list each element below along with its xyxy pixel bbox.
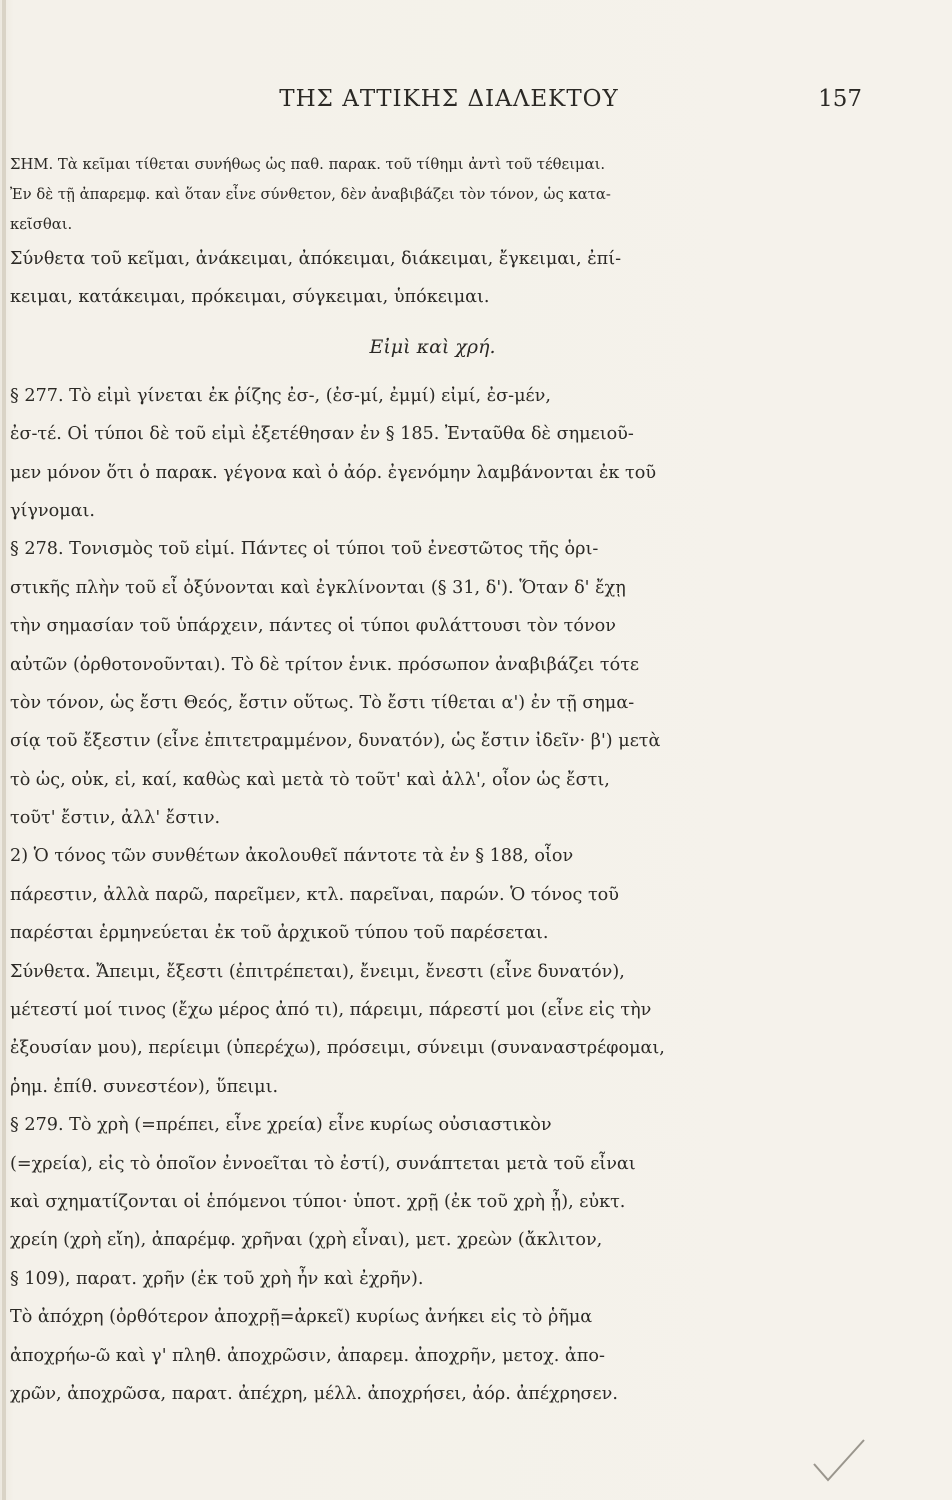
text-line: § 278. Τονισμὸς τοῦ εἰμί. Πάντες οἱ τύποι τοῦ ἐνεστῶτος τῆς ὁρι- <box>10 539 599 560</box>
text-line: ῥημ. ἐπίθ. συνεστέον), ὕπειμι. <box>10 1076 279 1097</box>
section-heading: Εἰμὶ καὶ χρή. <box>369 335 496 358</box>
text-line: ἐσ-τέ. Οἱ τύποι δὲ τοῦ εἰμὶ ἐξετέθησαν ἐν § 185. Ἐνταῦθα δὲ σημειοῦ- <box>10 424 634 445</box>
text-line: αὐτῶν (ὀρθοτονοῦνται). Τὸ δὲ τρίτον ἑνικ. πρόσωπον ἀναβιβάζει τότε <box>10 654 640 675</box>
handwritten-checkmark-icon <box>808 1436 868 1486</box>
text-line: § 279. Τὸ χρὴ (=πρέπει, εἶνε χρεία) εἶνε κυρίως οὐσιαστικὸν <box>10 1115 552 1136</box>
text-line: (=χρεία), εἰς τὸ ὁποῖον ἐννοεῖται τὸ ἐστί), συνάπτεται μετὰ τοῦ εἶναι <box>10 1153 636 1174</box>
text-line: παρέσται ἑρμηνεύεται ἐκ τοῦ ἀρχικοῦ τύπου τοῦ παρέσεται. <box>10 923 549 944</box>
text-line: Σύνθετα τοῦ κεῖμαι, ἀνάκειμαι, ἀπόκειμαι, διάκειμαι, ἔγκειμαι, ἐπί- <box>10 249 622 269</box>
text-line: κεῖσθαι. <box>10 216 73 233</box>
text-line: § 109), παρατ. χρῆν (ἐκ τοῦ χρὴ ἦν καὶ ἐχρῆν). <box>10 1268 424 1289</box>
body-text <box>10 150 855 1413</box>
text-line: ἀποχρήω-ῶ καὶ γ' πληθ. ἀποχρῶσιν, ἀπαρεμ. ἀποχρῆν, μετοχ. ἀπο- <box>10 1345 605 1366</box>
text-line: ἐξουσίαν μου), περίειμι (ὑπερέχω), πρόσειμι, σύνειμι (συναναστρέφομαι, <box>10 1038 665 1059</box>
text-line: τὴν σημασίαν τοῦ ὑπάρχειν, πάντες οἱ τύποι φυλάττουσι τὸν τόνον <box>10 616 616 637</box>
text-line: πάρεστιν, ἀλλὰ παρῶ, παρεῖμεν, κτλ. παρεῖναι, παρών. Ὁ τόνος τοῦ <box>10 884 619 905</box>
page-number: 157 <box>818 86 862 112</box>
page-gutter-shadow <box>2 0 6 1500</box>
text-line: χρείη (χρὴ εἴη), ἀπαρέμφ. χρῆναι (χρὴ εἶναι), μετ. χρεὼν (ἄκλιτον, <box>10 1230 603 1251</box>
text-line: ΣΗΜ. Τὰ κεῖμαι τίθεται συνήθως ὡς παθ. παρακ. τοῦ τίθημι ἀντὶ τοῦ τέθειμαι. <box>10 156 606 173</box>
text-line: χρῶν, ἀποχρῶσα, παρατ. ἀπέχρη, μέλλ. ἀποχρήσει, ἀόρ. ἀπέχρησεν. <box>10 1383 618 1404</box>
text-line: μεν μόνον ὅτι ὁ παρακ. γέγονα καὶ ὁ ἀόρ. ἐγενόμην λαμβάνονται ἐκ τοῦ <box>10 462 657 483</box>
text-line: σίᾳ τοῦ ἔξεστιν (εἶνε ἐπιτετραμμένον, δυνατόν), ὡς ἔστιν ἰδεῖν· β') μετὰ <box>10 731 661 752</box>
text-line: § 277. Τὸ εἰμὶ γίνεται ἐκ ῥίζης ἐσ-, (ἐσ-μί, ἐμμί) εἰμί, ἐσ-μέν, <box>10 385 551 406</box>
running-title: ΤΗΣ ΑΤΤΙΚΗΣ ΔΙΑΛΕΚΤΟΥ <box>279 86 619 112</box>
text-line: στικῆς πλὴν τοῦ εἶ ὀξύνονται καὶ ἐγκλίνονται (§ 31, δ'). Ὅταν δ' ἔχῃ <box>10 577 626 598</box>
page-header <box>36 86 862 126</box>
text-line: μέτεστί μοί τινος (ἔχω μέρος ἀπό τι), πάρειμι, πάρεστί μοι (εἶνε εἰς τὴν <box>10 1000 652 1021</box>
text-line: κειμαι, κατάκειμαι, πρόκειμαι, σύγκειμαι, ὑπόκειμαι. <box>10 287 490 308</box>
text-line: καὶ σχηματίζονται οἱ ἑπόμενοι τύποι· ὑποτ. χρῇ (ἐκ τοῦ χρὴ ᾖ), εὐκτ. <box>10 1191 626 1212</box>
text-line: τοῦτ' ἔστιν, ἀλλ' ἔστιν. <box>10 808 221 829</box>
text-line: τὸ ὡς, οὐκ, εἰ, καί, καθὼς καὶ μετὰ τὸ τοῦτ' καὶ ἀλλ', οἷον ὡς ἔστι, <box>10 769 610 790</box>
text-line: Ἐν δὲ τῇ ἀπαρεμφ. καὶ ὅταν εἶνε σύνθετον, δὲν ἀναβιβάζει τὸν τόνον, ὡς κατα- <box>10 186 611 203</box>
text-line: τὸν τόνον, ὡς ἔστι Θεός, ἔστιν οὕτως. Τὸ ἔστι τίθεται α') ἐν τῇ σημα- <box>10 692 635 713</box>
text-line: 2) Ὁ τόνος τῶν συνθέτων ἀκολουθεῖ πάντοτε τὰ ἐν § 188, οἷον <box>10 846 574 867</box>
text-line: γίγνομαι. <box>10 500 96 521</box>
text-line: Τὸ ἀπόχρη (ὀρθότερον ἀποχρῇ=ἀρκεῖ) κυρίως ἀνήκει εἰς τὸ ῥῆμα <box>10 1307 593 1328</box>
text-line: Σύνθετα. Ἄπειμι, ἔξεστι (ἐπιτρέπεται), ἔνειμι, ἔνεστι (εἶνε δυνατόν), <box>10 961 625 982</box>
